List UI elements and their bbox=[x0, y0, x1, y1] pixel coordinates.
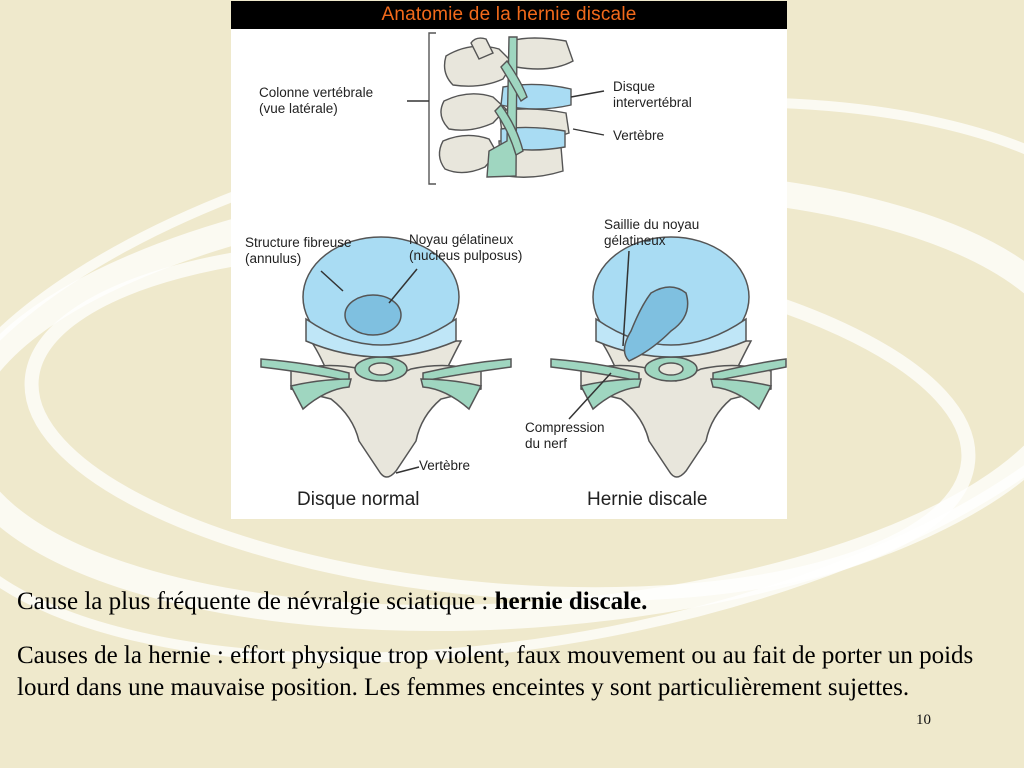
slide-number: 10 bbox=[916, 712, 931, 728]
caption-normal: Disque normal bbox=[297, 489, 420, 510]
causes-paragraph: Causes de la hernie : effort physique trop violent, faux mouvement ou au fait de porter un poids lourd dans une mauvaise position. Les femmes enceintes y sont particulièrement sujettes. bbox=[17, 642, 974, 701]
label-structure: Structure fibreuse (annulus) bbox=[245, 235, 352, 266]
main-cause-text bbox=[17, 586, 1007, 618]
label-saillie: Saillie du noyau gélatineux bbox=[604, 217, 700, 248]
label-noyau: Noyau gélatineux (nucleus pulposus) bbox=[409, 232, 523, 263]
label-vertebre-top: Vertèbre bbox=[613, 128, 665, 143]
label-vertebre-bottom: Vertèbre bbox=[419, 458, 471, 473]
label-compression: Compression du nerf bbox=[525, 420, 605, 451]
main-cause-bold: hernie discale. bbox=[494, 588, 648, 615]
label-colonne: Colonne vertébrale (vue latérale) bbox=[259, 85, 374, 116]
lateral-spine bbox=[407, 33, 604, 184]
figure-title: Anatomie de la hernie discale bbox=[231, 1, 787, 29]
caption-hernie: Hernie discale bbox=[587, 489, 708, 510]
label-disque: Disque intervertébral bbox=[613, 79, 692, 110]
hernia-anatomy-figure bbox=[231, 1, 787, 519]
normal-disc-diagram bbox=[261, 237, 511, 477]
main-cause-prefix: Cause la plus fréquente de névralgie sciatique : bbox=[17, 588, 495, 615]
